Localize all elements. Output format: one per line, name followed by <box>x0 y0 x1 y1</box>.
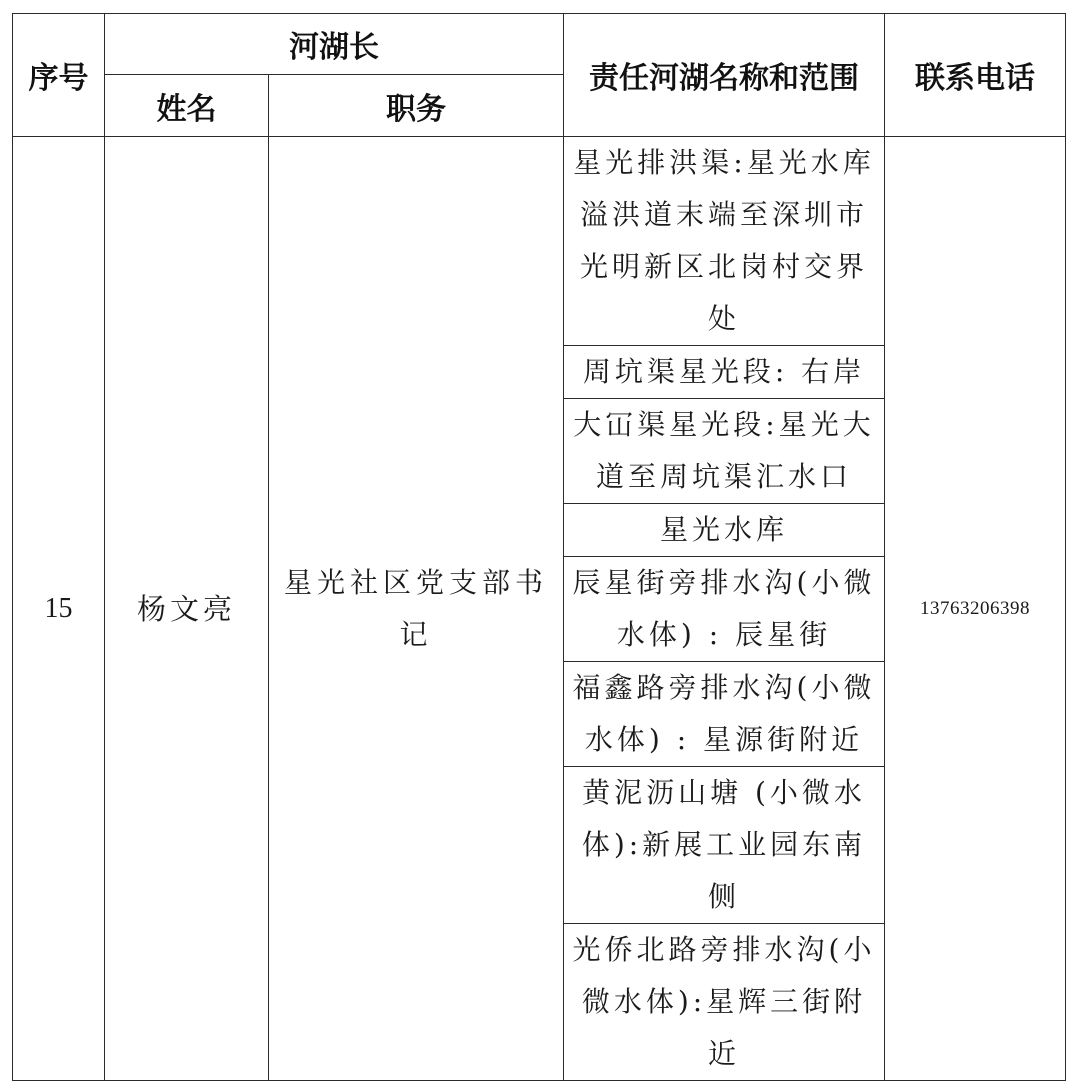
row-duty: 星光社区党支部书记 <box>269 137 564 1081</box>
header-river-scope: 责任河湖名称和范围 <box>564 14 885 137</box>
row-index: 15 <box>13 137 105 1081</box>
river-item: 周坑渠星光段: 右岸 <box>564 346 885 399</box>
river-item: 光侨北路旁排水沟(小微水体):星辉三街附近 <box>564 924 885 1081</box>
header-phone: 联系电话 <box>885 14 1066 137</box>
river-item: 星光水库 <box>564 504 885 557</box>
row-name: 杨文亮 <box>105 137 269 1081</box>
river-item: 大冚渠星光段:星光大道至周坑渠汇水口 <box>564 399 885 504</box>
header-name: 姓名 <box>105 75 269 137</box>
table-row <box>13 137 1066 346</box>
header-index: 序号 <box>13 14 105 137</box>
row-phone: 13763206398 <box>885 137 1066 1081</box>
header-chief-group: 河湖长 <box>105 14 564 75</box>
river-chief-table-wrap <box>12 13 1065 1070</box>
river-item: 辰星街旁排水沟(小微水体) : 辰星街 <box>564 557 885 662</box>
river-item: 黄泥沥山塘 (小微水体):新展工业园东南侧 <box>564 767 885 924</box>
river-item: 星光排洪渠:星光水库溢洪道末端至深圳市光明新区北岗村交界处 <box>564 137 885 346</box>
header-duty: 职务 <box>269 75 564 137</box>
river-chief-table <box>12 13 1066 1081</box>
river-item: 福鑫路旁排水沟(小微水体) : 星源街附近 <box>564 662 885 767</box>
